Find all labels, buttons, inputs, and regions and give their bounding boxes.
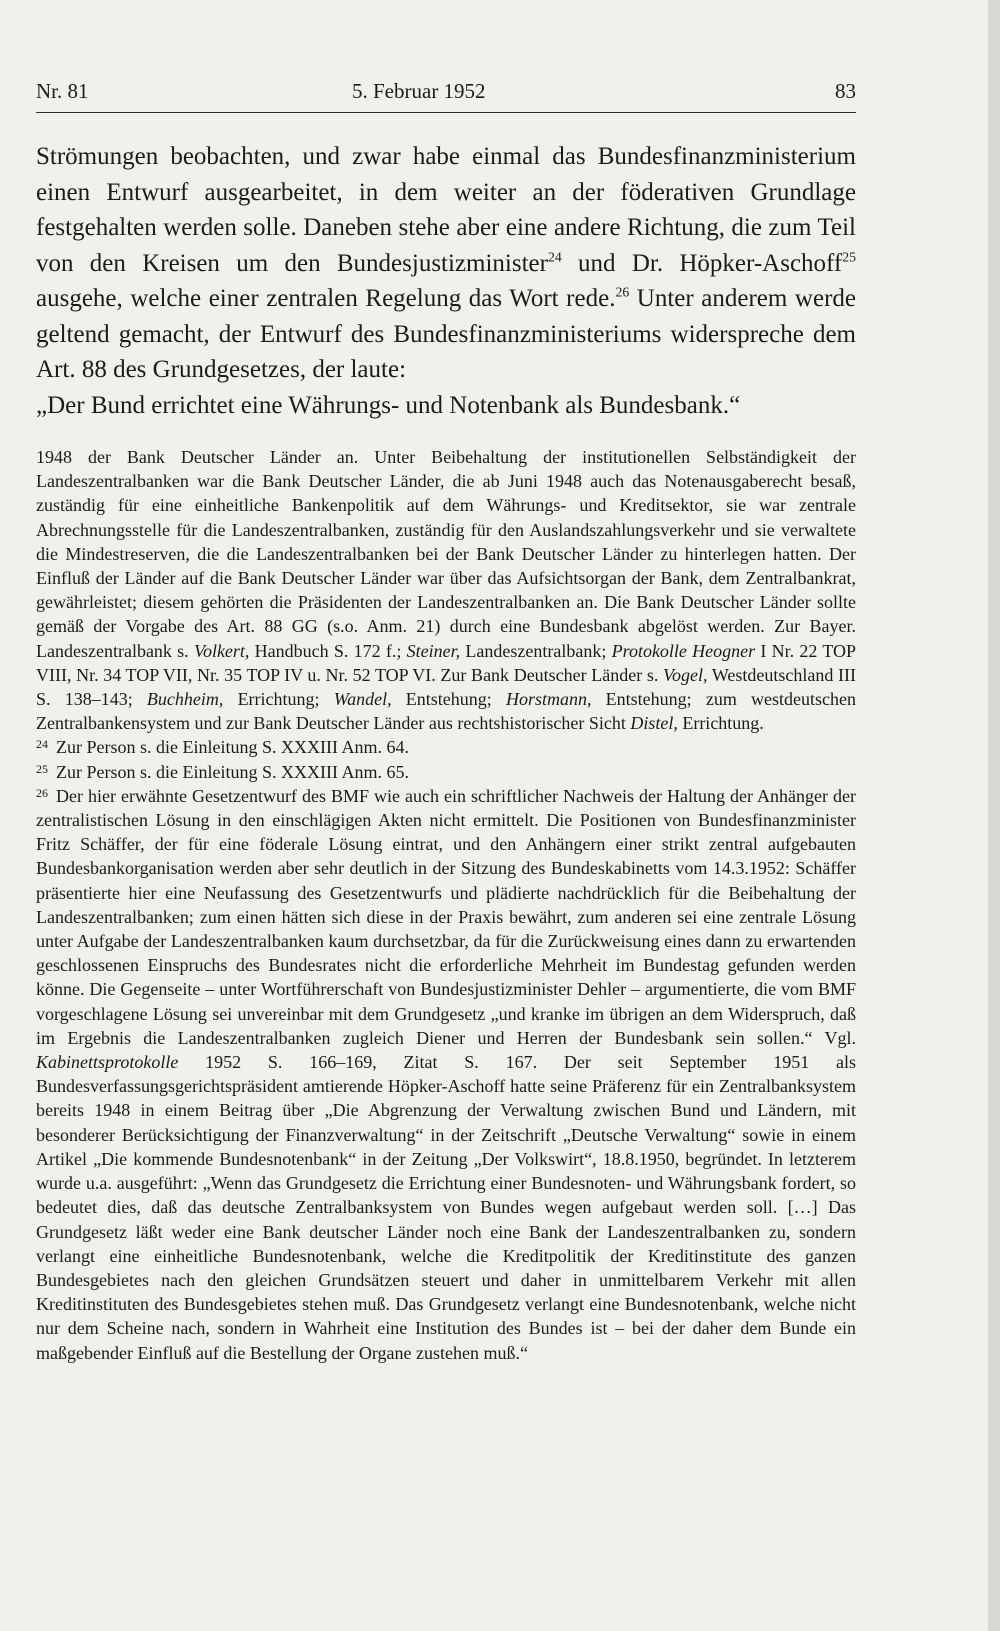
footnote-ref-26[interactable]: 26 — [615, 284, 630, 300]
footnote-text: Errichtung. — [677, 713, 764, 734]
page-edge — [988, 0, 1000, 1631]
footnote-26 — [36, 784, 856, 1365]
footnote-text: Handbuch S. 172 f.; — [249, 640, 407, 661]
cited-author: Vogel, — [663, 664, 708, 685]
main-paragraph — [36, 139, 856, 388]
cited-work: Kabinettsprotokolle — [36, 1052, 179, 1073]
header-rule — [36, 112, 856, 113]
main-text-segment: Unter anderem werde geltend gemacht, der Entwurf des Bundesfinanzministeriums widerspreche dem Art. 88 des Grundgesetzes, der laute: — [36, 285, 856, 383]
footnote-text: Landeszentralbank; — [460, 640, 612, 661]
cited-author: Wandel, — [333, 689, 392, 710]
footnote-text: Der hier erwähnte Gesetzentwurf des BMF wie auch ein schriftlicher Nachweis der Haltung der Anhänger der zentralistischen Lösung in den einschlägigen Akten nicht ermittelt. Die Positionen von Bundesfinanzminister Fritz Schäffer, der für eine föderale Lösung eintrat, und den Anhängern einer strikt zentral aufgebauten Bundesbankorganisation werden aber sehr deutlich in der Sitzung des Bundeskabinetts vom 14.3.1952: Schäffer präsentierte hier eine Neufassung des Gesetzentwurfs und plädierte nachdrücklich für die Beibehaltung der Landeszentralbanken; zum einen hätten sich diese in der Praxis bewährt, zum anderen sei eine zentrale Lösung unter Aufgabe der Landeszentralbanken kaum durchsetzbar, da für die Zurückweisung eines dann zu erwartenden geschlossenen Einspruchs des Bundesrates nicht die erforderliche Mehrheit im Bundestag gefunden werden könne. Die Gegenseite – unter Wortführerschaft von Bundesjustizminister Dehler – argumentierte, die vom BMF vorgeschlagene Lösung sei unvereinbar mit dem Grundgesetz „und kranke im übrigen an dem Widerspruch, daß im Ergebnis die Landeszentralbanken zugleich Diener und Herren der Bundesbank sein sollen.“ Vgl. — [36, 785, 856, 1048]
footnote-text: Errichtung; — [223, 689, 334, 710]
footnote-text: 1952 S. 166–169, Zitat S. 167. Der seit September 1951 als Bundesverfassungsgerichtspräsident amtierende Höpker-Aschoff hatte seine Präferenz für ein Zentralbanksystem bereits 1948 in einem Beitrag über „Die Abgrenzung der Verwaltung zwischen Bund und Ländern, mit besonderer Berücksichtigung der Finanzverwaltung“ in der Zeitschrift „Deutsche Verwaltung“ sowie in einem Artikel „Die kommende Bundesnotenbank“ in der Zeitung „Der Volkswirt“, 18.8.1950, begründet. In letzterem wurde u.a. ausgeführt: „Wenn das Grundgesetz die Errichtung einer Bundesnoten- und Währungsbank fordert, so bedeutet dies, daß das deutsche Zentralbanksystem von Bundes wegen aufgebaut werden soll. […] Das Grundgesetz läßt weder eine Bank deutscher Länder noch eine Bank der Landeszentralbanken zu, sondern verlangt eine einheitliche Bundesnotenbank, welche die Kreditpolitik der Kreditinstitute des ganzen Bundesgebietes nach den gleichen Grundsätzen steuert und daher in unmittelbarem Verkehr mit allen Kreditinstituten des Bundesgebietes stehen muß. Das Grundgesetz verlangt eine Bundesnotenbank, welche nicht nur dem Scheine nach, sondern in Wahrheit eine Institution des Bundes ist – bei der daher dem Bunde ein maßgebender Einfluß auf die Bestellung der Organe zustehen muß.“ — [36, 1052, 856, 1363]
footnote-text: Zur Person s. die Einleitung S. XXXIII Anm. 64. — [56, 737, 409, 758]
footnote-ref-25[interactable]: 25 — [842, 249, 856, 265]
main-text-segment: ausgehe, welche einer zentralen Regelung das Wort rede. — [36, 285, 616, 312]
footnote-number: 26 — [36, 785, 48, 800]
main-text-segment: und Dr. Höpker-Aschoff — [561, 249, 843, 277]
footnote-25 — [36, 760, 856, 784]
cited-author: Distel, — [630, 713, 678, 734]
document-number: Nr. 81 — [36, 79, 89, 103]
cited-work: Protokolle Heogner — [611, 640, 756, 661]
footnote-ref-24[interactable]: 24 — [547, 249, 562, 265]
cited-author: Buchheim, — [146, 689, 224, 710]
cited-author: Horstmann, — [505, 689, 592, 710]
footnote-number: 24 — [36, 737, 48, 752]
footnotes — [36, 445, 856, 1365]
main-text-segment: Strömungen beobachten, und zwar habe einmal das Bundesfinanzministerium einen Entwurf ausgearbeitet, in dem weiter an der föderativen Grundlage festgehalten werden solle. Daneben stehe aber eine andere Richtung, die zum Teil von den Kreisen um den Bundesjustizminister — [36, 143, 856, 277]
cited-author: Volkert, — [193, 640, 250, 661]
main-text — [36, 139, 856, 423]
footnote-text: I Nr. 22 TOP VIII, Nr. 34 TOP VII, Nr. 35 TOP IV u. Nr. 52 TOP VI. Zur Bank Deutscher Länder s. — [36, 640, 857, 685]
footnote-text: Entstehung; zum westdeutschen Zentralbankensystem und zur Bank Deutscher Länder aus rechtshistorischer Sicht — [36, 689, 856, 734]
block-quote: „Der Bund errichtet eine Währungs- und Notenbank als Bundesbank.“ — [36, 391, 741, 419]
footnote-text: 1948 der Bank Deutscher Länder an. Unter Beibehaltung der institutionellen Selbständigkeit der Landeszentralbanken war die Bank Deutscher Länder, die ab Juni 1948 auch das Notenausgaberecht besaß, zuständig für eine einheitliche Bankenpolitik auf dem Währungs- und Kreditsektor, sie war zentrale Abrechnungsstelle für die Landeszentralbanken, zuständig für den Auslandszahlungsverkehr und sie verwaltete die Mindestreserven, die die Landeszentralbanken bei der Bank Deutscher Länder zu hinterlegen hatten. Der Einfluß der Länder auf die Bank Deutscher Länder war über das Aufsichtsorgan der Bank, dem Zentralbankrat, gewährleistet; diesem gehörten die Präsidenten der Landeszentralbanken an. Die Bank Deutscher Länder sollte gemäß der Vorgabe des Art. 88 GG (s.o. Anm. 21) durch eine Bundesbank abgelöst werden. Zur Bayer. Landeszentralbank s. — [36, 447, 856, 661]
footnote-24 — [36, 735, 856, 759]
footnote-number: 25 — [36, 761, 48, 776]
footnote-text: Westdeutschland III S. 138–143; — [36, 664, 856, 710]
footnote-text: Zur Person s. die Einleitung S. XXXIII Anm. 65. — [56, 761, 409, 782]
page-number: 83 — [835, 79, 856, 103]
footnote-text: Entstehung; — [391, 689, 506, 710]
cited-author: Steiner, — [406, 640, 461, 661]
document-date: 5. Februar 1952 — [352, 79, 486, 103]
running-header — [36, 76, 856, 110]
footnote-continuation — [36, 445, 856, 735]
